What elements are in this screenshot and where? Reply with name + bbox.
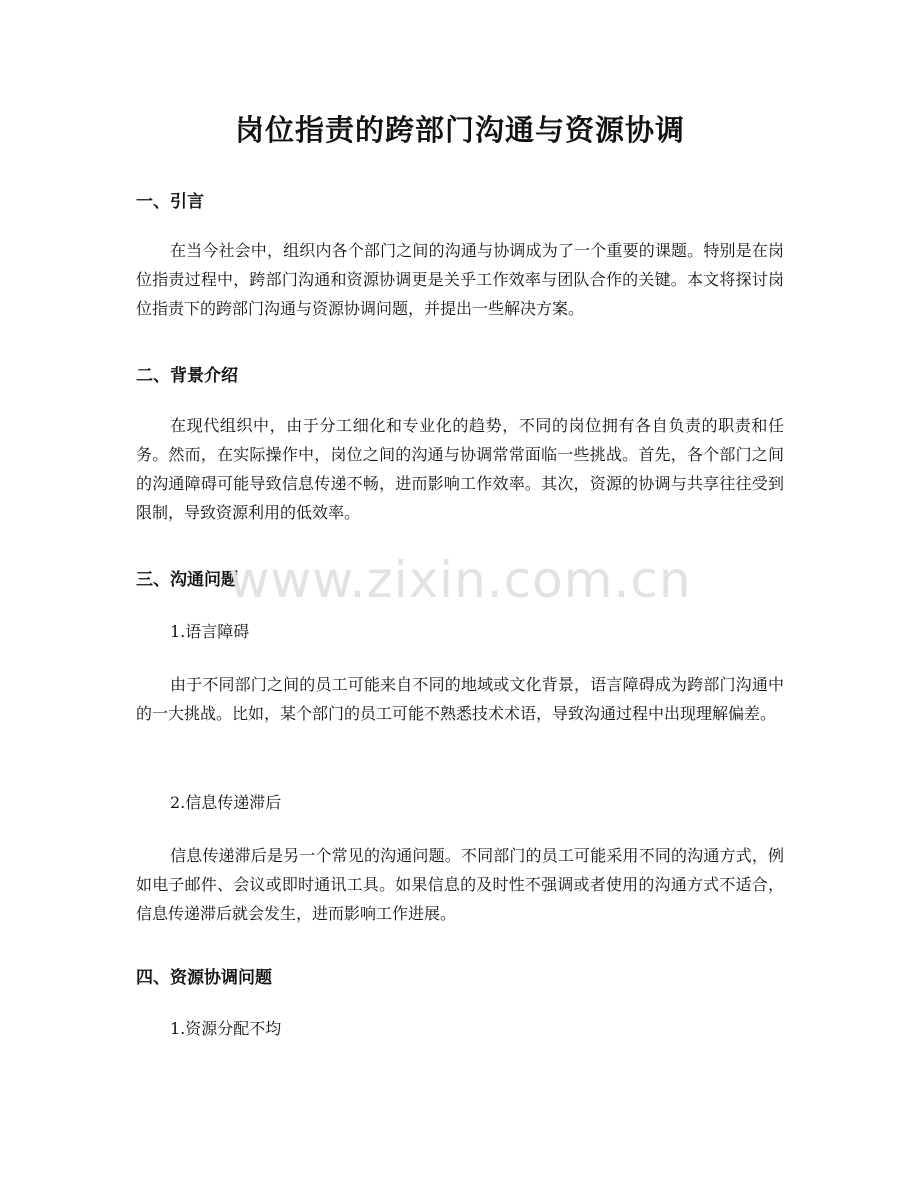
subsection-title-resource-allocation: 1.资源分配不均 xyxy=(170,1019,282,1038)
background-paragraph: 在现代组织中，由于分工细化和专业化的趋势，不同的岗位拥有各自负责的职责和任务。然而，在实际操作中，岗位之间的沟通与协调常常面临一些挑战。首先，各个部门之间的沟通障碍可能导致信息传递不畅，进而影响工作效率。其次，资源的协调与共享往往受到限制，导致资源利用的低效率。 xyxy=(136,416,784,522)
subsection-title-language-barrier: 1.语言障碍 xyxy=(170,622,250,641)
section-heading-introduction: 一、引言 xyxy=(136,192,204,212)
section-heading-background: 二、背景介绍 xyxy=(136,366,238,386)
section-heading-communication: 三、沟通问题 xyxy=(136,570,238,590)
section-heading-resource-coordination: 四、资源协调问题 xyxy=(136,968,272,988)
introduction-paragraph: 在当今社会中，组织内各个部门之间的沟通与协调成为了一个重要的课题。特别是在岗位指责过程中，跨部门沟通和资源协调更是关乎工作效率与团队合作的关键。本文将探讨岗位指责下的跨部门沟通与资源协调问题，并提出一些解决方案。 xyxy=(136,241,784,318)
info-delay-paragraph: 信息传递滞后是另一个常见的沟通问题。不同部门的员工可能采用不同的沟通方式，例如电子邮件、会议或即时通讯工具。如果信息的及时性不强调或者使用的沟通方式不适合，信息传递滞后就会发生，进而影响工作进展。 xyxy=(136,846,784,923)
subsection-title-info-delay: 2.信息传递滞后 xyxy=(170,793,282,812)
watermark: www.zixin.com.cn xyxy=(228,551,692,609)
page-title: 岗位指责的跨部门沟通与资源协调 xyxy=(234,113,685,147)
language-barrier-paragraph: 由于不同部门之间的员工可能来自不同的地域或文化背景，语言障碍成为跨部门沟通中的一大挑战。比如，某个部门的员工可能不熟悉技术术语，导致沟通过程中出现理解偏差。 xyxy=(136,675,784,723)
